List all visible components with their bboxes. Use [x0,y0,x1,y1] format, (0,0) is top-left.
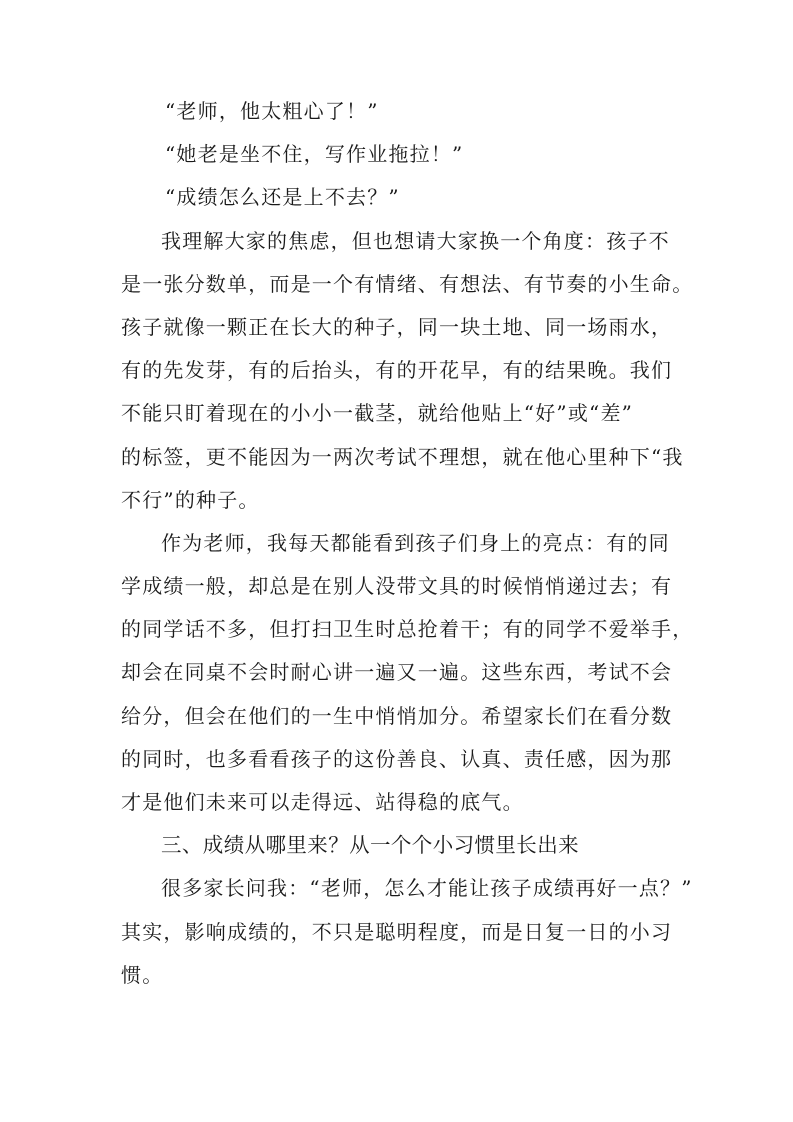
paragraph-1-line: 有的先发芽，有的后抬头，有的开花早，有的结果晚。我们 [121,358,673,383]
paragraph-1-line: 不行”的种子。 [121,487,260,512]
paragraph-2-line: 的同学话不多，但打扫卫生时总抢着干；有的同学不爱举手， [121,617,694,642]
paragraph-2-line: 作为老师，我每天都能看到孩子们身上的亮点：有的同 [161,530,670,555]
paragraph-1-line: 孩子就像一颗正在长大的种子，同一块土地、同一场雨水， [121,314,673,339]
paragraph-3-line: 其实，影响成绩的，不只是聪明程度，而是日复一日的小习 [121,919,673,944]
paragraph-1-line: 我理解大家的焦虑，但也想请大家换一个角度：孩子不 [161,228,670,253]
quote-line: “成绩怎么还是上不去？” [165,185,400,210]
paragraph-2-line: 才是他们未来可以走得远、站得稳的底气。 [121,790,524,814]
paragraph-3-line: 惯。 [121,962,164,987]
paragraph-2-line: 学成绩一般，却总是在别人没带文具的时候悄悄递过去；有 [121,574,673,599]
paragraph-2-line: 给分，但会在他们的一生中悄悄加分。希望家长们在看分数 [121,703,673,728]
quote-line: “她老是坐不住，写作业拖拉！” [165,142,464,167]
paragraph-3-line: 很多家长问我：“老师，怎么才能让孩子成绩再好一点？” [161,876,693,901]
paragraph-1-line: 不能只盯着现在的小小一截茎，就给他贴上“好”或“差” [121,401,634,426]
paragraph-1-line: 的标签，更不能因为一两次考试不理想，就在他心里种下“我 [121,444,684,469]
section-heading: 三、成绩从哪里来？从一个个小习惯里长出来 [161,833,579,858]
paragraph-2-line: 却会在同桌不会时耐心讲一遍又一遍。这些东西，考试不会 [121,660,673,685]
document-body [121,90,694,997]
paragraph-1-line: 是一张分数单，而是一个有情绪、有想法、有节奏的小生命。 [121,271,694,296]
quote-line: “老师，他太粗心了！” [165,99,379,123]
paragraph-2-line: 的同时，也多看看孩子的这份善良、认真、责任感，因为那 [121,746,673,771]
